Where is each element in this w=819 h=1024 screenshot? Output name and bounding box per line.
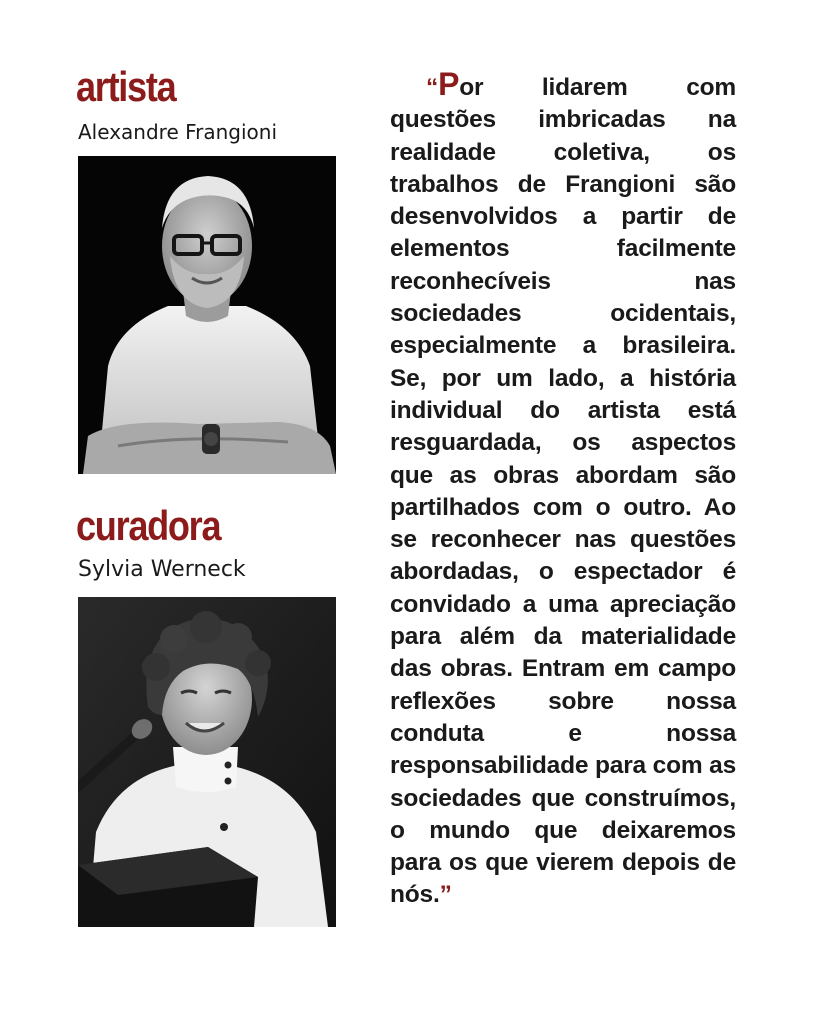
quote-first-letter: P <box>438 66 460 102</box>
curator-role-heading: curadora <box>76 502 221 549</box>
curator-quote <box>390 68 736 912</box>
artist-photo <box>78 156 336 474</box>
curator-name: Sylvia Werneck <box>78 557 246 582</box>
close-quote-mark: ” <box>439 881 452 909</box>
curator-photo <box>78 597 336 927</box>
open-quote-mark: “ <box>426 74 439 101</box>
artist-role-heading: artista <box>76 63 176 110</box>
artist-portrait-illustration <box>78 156 336 474</box>
curator-portrait-illustration <box>78 597 336 927</box>
quote-body: or lidarem com questões imbricadas na realidade coletiva, os trabalhos de Frangioni são desenvolvidos a partir de elementos facilmente reconhecíveis nas sociedades ocidentais, especialmente a brasileira. Se, por um lado, a história individual do artista está resguardada, os aspectos que as obras abordam são partilhados com o outro. Ao se reconhecer nas questões abordadas, o espectador é convidado a uma apreciação para além da materialidade das obras. Entram em campo reflexões sobre nossa conduta e nossa responsabilidade para com as sociedades que construímos, o mundo que deixaremos para os que vierem depois de nós. <box>390 74 736 909</box>
artist-name: Alexandre Frangioni <box>78 120 278 144</box>
